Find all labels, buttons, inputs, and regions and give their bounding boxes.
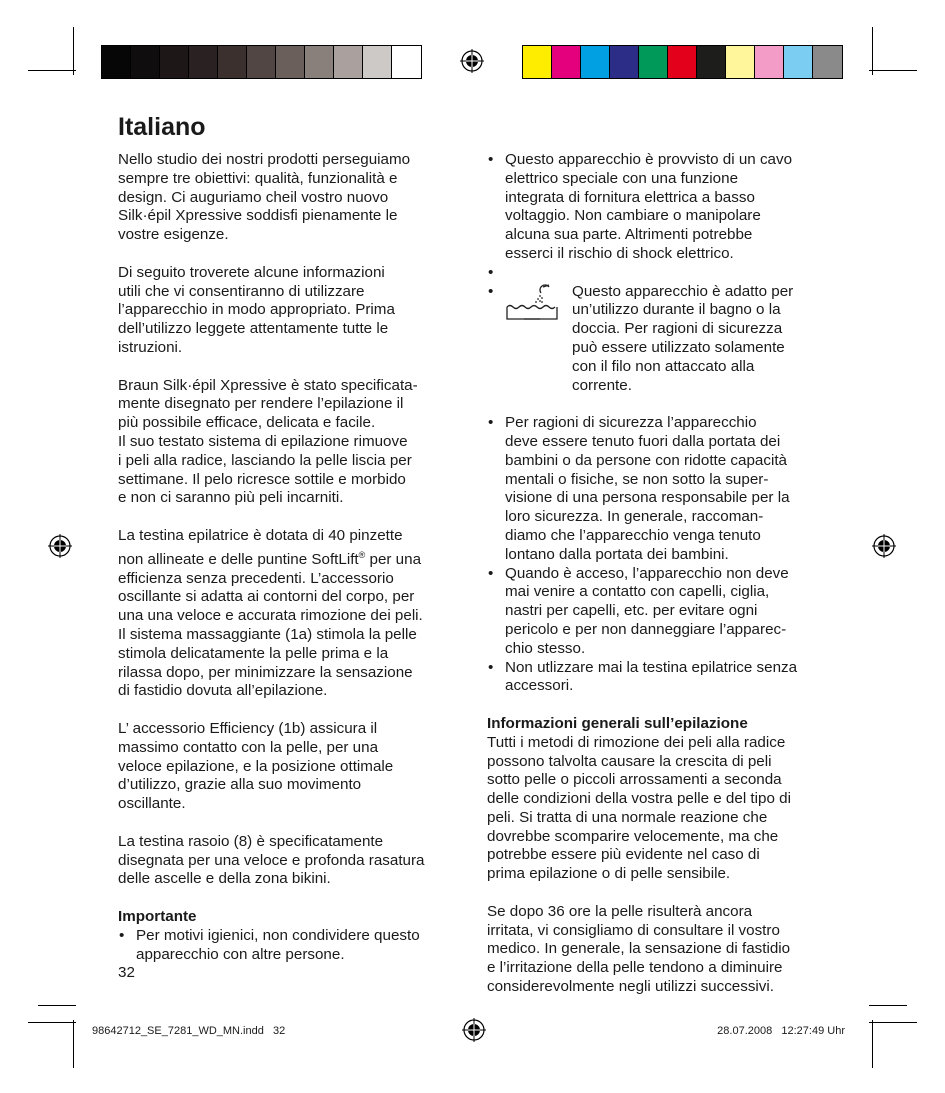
important-list: [118, 927, 468, 965]
color-swatch: [813, 46, 842, 78]
color-swatch: [610, 46, 639, 78]
color-swatch: [552, 46, 581, 78]
page-title: Italiano: [118, 113, 206, 141]
shaver-head-paragraph: La testina rasoio (8) è specificatamente disegnata per una veloce e profonda rasatura delle ascelle e della zona bikini.: [118, 832, 425, 888]
irritation-paragraph: Se dopo 36 ore la pelle risulterà ancora irritata, vi consigliamo di consultare il vostro medico. In generale, la sensazione di fastidio e l’irritazione della pelle tendono a diminuire considerevolmente negli utilizzi successivi.: [487, 902, 791, 996]
bath-notice-text: Questo apparecchio è adatto per un’utilizzo durante il bagno o la doccia. Per ragioni di sicurezza può essere utilizzato solamente con il filo non attaccato alla corrente.: [572, 282, 794, 394]
color-swatch: [668, 46, 697, 78]
epilator-head-paragraph: [118, 527, 468, 701]
file-slug: 98642712_SE_7281_WD_MN.indd 32: [92, 1025, 286, 1037]
color-swatch: [697, 46, 726, 78]
list-item: • Non utlizzare mai la testina epilatrice senza accessori.: [487, 659, 837, 697]
grayscale-color-bar: [101, 45, 422, 79]
registration-mark-icon: [462, 1018, 486, 1042]
list-item: • Per ragioni di sicurezza l’apparecchio deve essere tenuto fuori dalla portata dei bambini o da persone con ridotte capacità mentali o fisiche, se non sotto la super- visione di una persona responsabile per la loro sicurezza. In generale, raccoman- diamo che l’apparecchio venga tenuto lontano dalla portata dei bambini.: [487, 414, 837, 564]
color-swatch: [334, 46, 363, 78]
color-swatch: [581, 46, 610, 78]
color-swatch: [218, 46, 247, 78]
crop-mark: [28, 1022, 76, 1023]
crop-mark: [38, 1005, 76, 1006]
color-swatch: [639, 46, 668, 78]
paragraph-text: La testina epilatrice è dotata di 40 pinzette non allineate e delle puntine SoftLift: [118, 526, 403, 568]
color-swatch: [784, 46, 813, 78]
color-swatch: [247, 46, 276, 78]
process-color-bar: [522, 45, 843, 79]
product-paragraph: Braun Silk·épil Xpressive è stato specificata- mente disegnato per rendere l’epilazione il più possibile efficace, delicata e facile. Il suo testato sistema di epilazione rimuove i peli alla radice, lasciando la pelle liscia per settimane. Il pelo ricresce sottile e morbido e non ci saranno più peli incarniti.: [118, 376, 418, 507]
crop-mark: [28, 70, 76, 71]
crop-mark: [73, 1020, 74, 1068]
safety-list: [487, 151, 837, 696]
color-swatch: [102, 46, 131, 78]
info-paragraph: Di seguito troverete alcune informazioni utili che vi consentiranno di utilizzare l’apparecchio in modo appropriato. Prima dell’utilizzo leggete attentamente tutte le istruzioni.: [118, 263, 395, 356]
crop-mark: [872, 1020, 873, 1068]
intro-paragraph: Nello studio dei nostri prodotti perseguiamo sempre tre obiettivi: qualità, funzionalità e design. Ci auguriamo cheil vostro nuovo Silk·épil Xpressive soddisfi pienamente le vostre esigenze.: [118, 151, 411, 244]
crop-mark: [872, 27, 873, 75]
color-swatch: [276, 46, 305, 78]
important-heading: Importante: [118, 907, 197, 925]
print-timestamp: 28.07.2008 12:27:49 Uhr: [717, 1025, 845, 1037]
color-swatch: [189, 46, 218, 78]
list-item: • Questo apparecchio è provvisto di un cavo elettrico speciale con una funzione integrata di fornitura elettrica a basso voltaggio. Non cambiare o manipolare alcuna sua parte. Altrimenti potrebbe esserci il rischio di shock elettrico.: [487, 151, 837, 264]
registration-mark-icon: [460, 49, 484, 73]
epilation-info-paragraph: Tutti i metodi di rimozione dei peli alla radice possono talvolta causare la crescita di peli sotto pelle o piccoli arrossamenti a seconda delle condizioni della vostra pelle e del tipo di peli. Si tratta di una normale reazione che dovrebbe scomparire velocemente, ma che potrebbe essere più evidente nel caso di prima epilazione o di pelle sensibile.: [487, 733, 791, 883]
color-swatch: [726, 46, 755, 78]
page-number: 32: [118, 964, 135, 981]
left-column: [118, 151, 468, 964]
crop-mark: [869, 1022, 917, 1023]
color-swatch: [160, 46, 189, 78]
list-item: • Per motivi igienici, non condividere questo apparecchio con altre persone.: [118, 927, 468, 965]
color-swatch: [392, 46, 421, 78]
registered-mark: ®: [358, 549, 366, 560]
efficiency-paragraph: L’ accessorio Efficiency (1b) assicura il massimo contatto con la pelle, per una veloce epilazione, e la posizione ottimale d’utilizzo, grazie alla suo movimento oscillante.: [118, 719, 394, 813]
crop-mark: [869, 1005, 907, 1006]
crop-mark: [869, 70, 917, 71]
bullet: • •: [488, 282, 494, 300]
color-swatch: [305, 46, 334, 78]
registration-mark-icon: [48, 534, 72, 558]
section-heading: Informazioni generali sull’epilazione: [487, 714, 748, 732]
right-column: [487, 151, 837, 1016]
color-swatch: [755, 46, 784, 78]
registration-mark-icon: [872, 534, 896, 558]
list-item: [487, 264, 837, 414]
crop-mark: [73, 27, 74, 75]
color-swatch: [131, 46, 160, 78]
list-item: • Quando è acceso, l’apparecchio non deve mai venire a contatto con capelli, ciglia, nastri per capelli, etc. per evitare ogni pericolo e per non danneggiare l’apparec- chio stesso.: [487, 565, 837, 659]
bath-shower-icon: [504, 283, 570, 327]
color-swatch: [523, 46, 552, 78]
paragraph-text: per una efficienza senza precedenti. L’accessorio oscillante si adatta ai contorni del corpo, per una una veloce e accurata rimozione dei peli. Il sistema massaggiante (1a) stimola la pelle stimola delicatamente la pelle prima e la rilassa dopo, per minimizzare la sensazione di fastidio dovuta all’epilazione.: [118, 550, 423, 700]
color-swatch: [363, 46, 392, 78]
